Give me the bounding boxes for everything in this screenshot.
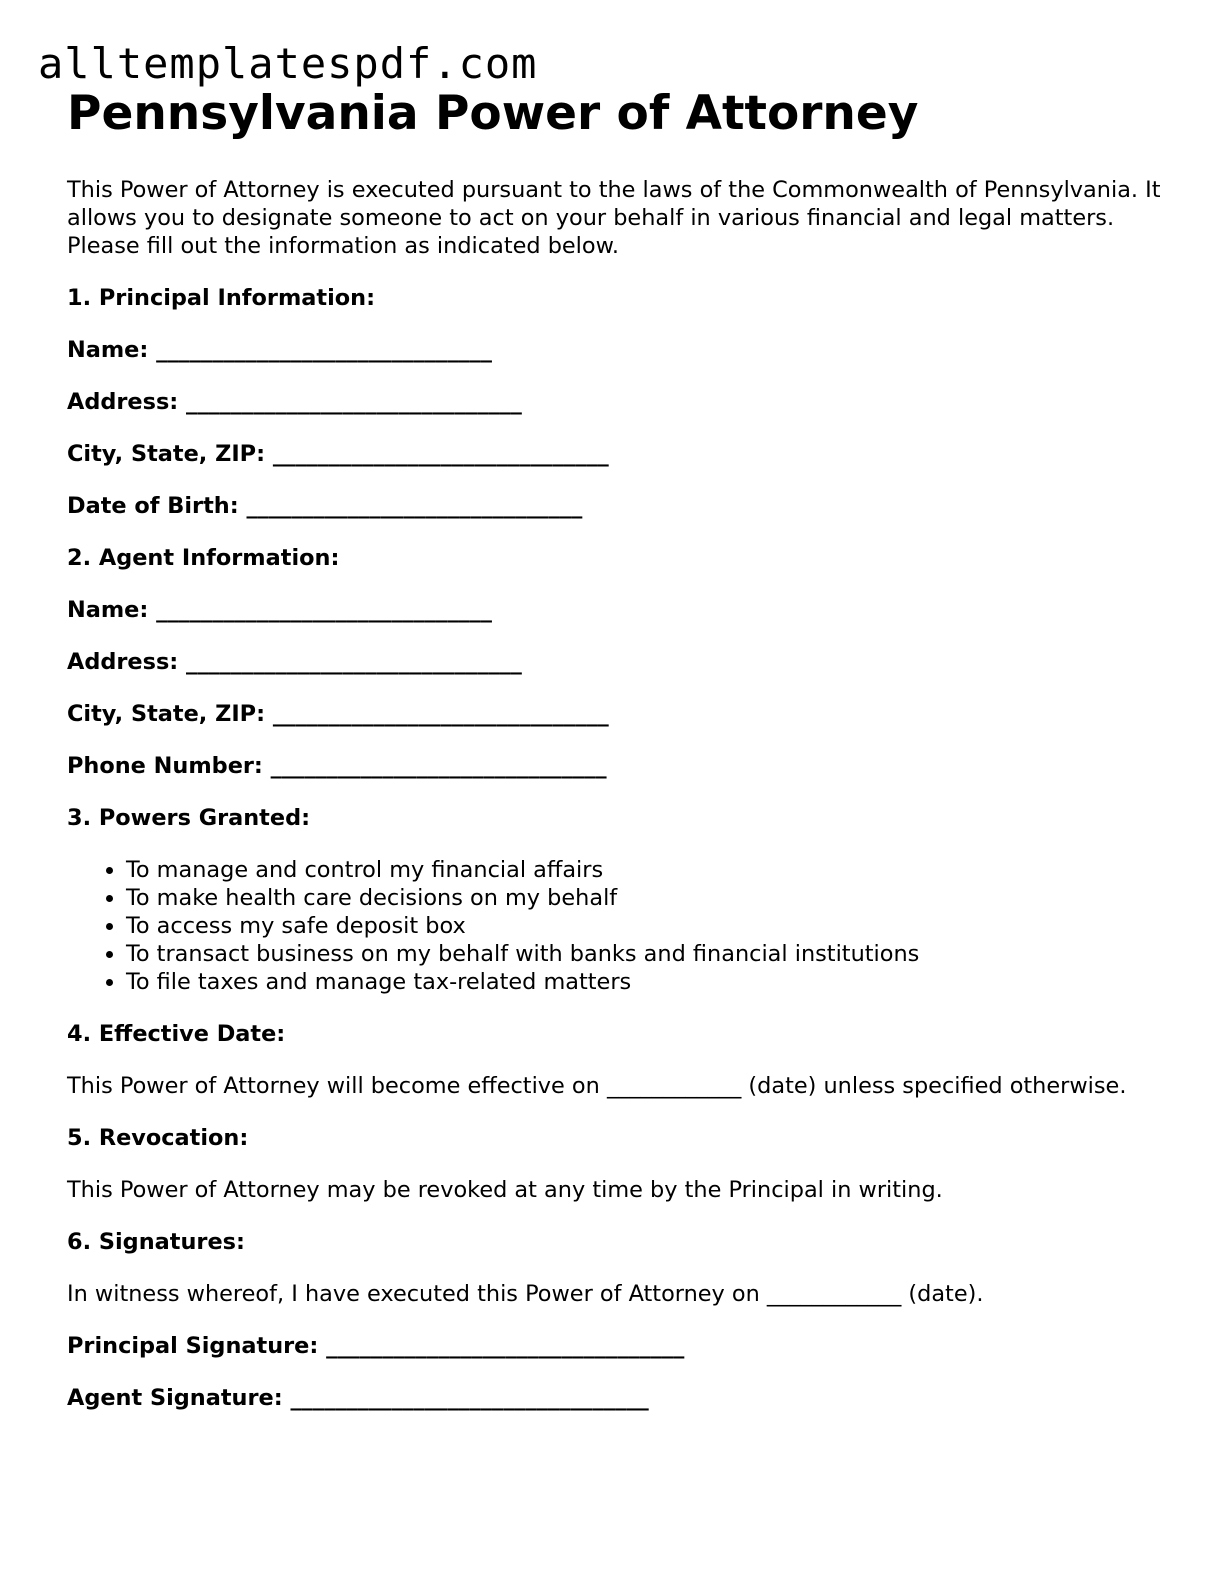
principal-heading: 1. Principal Information: xyxy=(67,285,376,311)
witness-text: In witness whereof, I have executed this Power of Attorney on ____________ (date). xyxy=(67,1281,984,1307)
powers-heading: 3. Powers Granted: xyxy=(67,805,311,831)
site-watermark: alltemplatespdf.com xyxy=(38,39,538,88)
powers-list xyxy=(67,856,1177,996)
revocation-heading: 5. Revocation: xyxy=(67,1125,249,1151)
revocation-section xyxy=(67,1124,1177,1204)
signatures-section xyxy=(67,1228,1177,1412)
effective-date-heading: 4. Effective Date: xyxy=(67,1021,286,1047)
agent-section xyxy=(67,544,1177,780)
principal-city-state-zip-field: City, State, ZIP: ______________________________ xyxy=(67,441,609,467)
principal-signature-field: Principal Signature: ________________________________ xyxy=(67,1333,685,1359)
list-item: • To manage and control my financial affairs xyxy=(126,856,1177,884)
document-title: Pennsylvania Power of Attorney xyxy=(67,86,919,141)
agent-address-field: Address: ______________________________ xyxy=(67,649,522,675)
powers-section xyxy=(67,804,1177,996)
signatures-heading: 6. Signatures: xyxy=(67,1229,245,1255)
agent-name-field: Name: ______________________________ xyxy=(67,597,492,623)
effective-date-text: This Power of Attorney will become effective on ____________ (date) unless specified otherwise. xyxy=(67,1073,1127,1099)
document-body xyxy=(67,176,1177,1436)
agent-signature-field: Agent Signature: ________________________________ xyxy=(67,1385,649,1411)
intro-paragraph: This Power of Attorney is executed pursuant to the laws of the Commonwealth of Pennsylvania. It allows you to designate someone to act on your behalf in various financial and legal matters. Please fill out the information as indicated below. xyxy=(67,177,1161,259)
principal-date-of-birth-field: Date of Birth: ______________________________ xyxy=(67,493,583,519)
agent-phone-number-field: Phone Number: ______________________________ xyxy=(67,753,607,779)
revocation-text: This Power of Attorney may be revoked at any time by the Principal in writing. xyxy=(67,1177,943,1203)
list-item: • To make health care decisions on my behalf xyxy=(126,884,1177,912)
list-item: • To access my safe deposit box xyxy=(126,912,1177,940)
principal-address-field: Address: ______________________________ xyxy=(67,389,522,415)
effective-date-section xyxy=(67,1020,1177,1100)
principal-name-field: Name: ______________________________ xyxy=(67,337,492,363)
agent-city-state-zip-field: City, State, ZIP: ______________________________ xyxy=(67,701,609,727)
agent-heading: 2. Agent Information: xyxy=(67,545,340,571)
principal-section xyxy=(67,284,1177,520)
list-item: • To transact business on my behalf with banks and financial institutions xyxy=(126,940,1177,968)
list-item: • To file taxes and manage tax-related matters xyxy=(126,968,1177,996)
